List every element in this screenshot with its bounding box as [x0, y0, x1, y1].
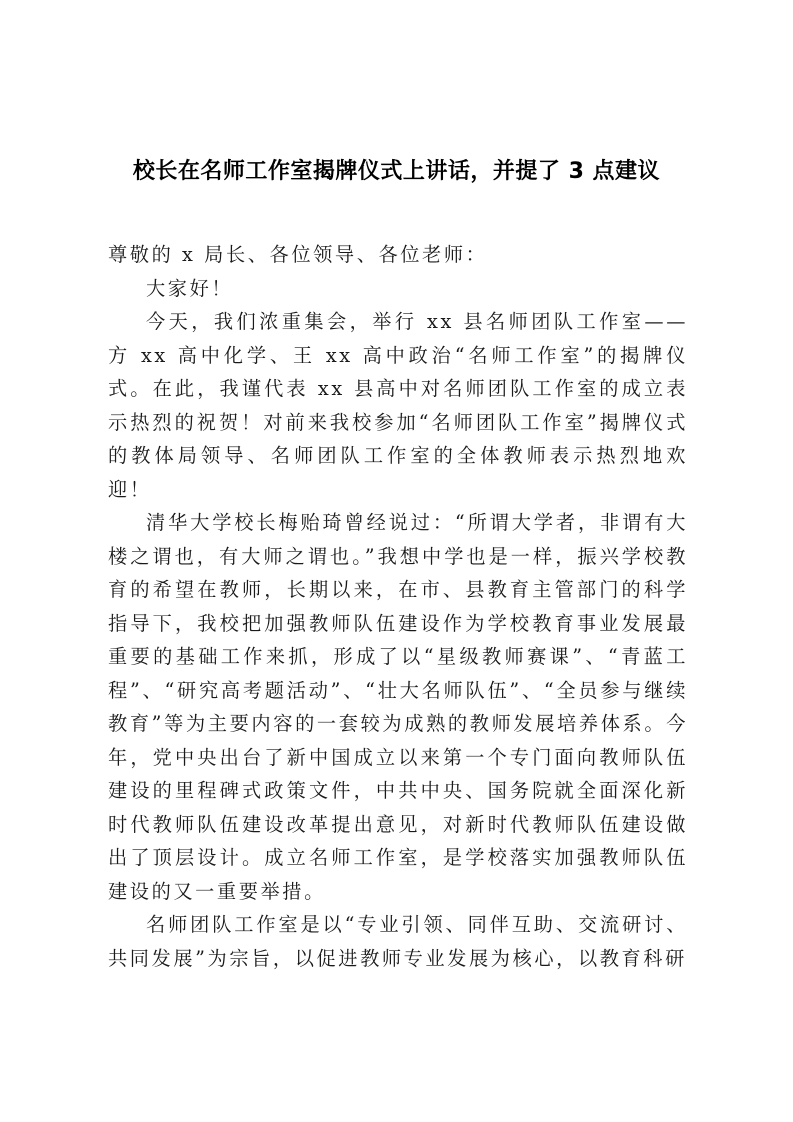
salutation: 尊敬的 x 局长、各位领导、各位老师： [108, 243, 488, 266]
document-body [108, 238, 688, 975]
paragraph-teacher-development: 清华大学校长梅贻琦曾经说过：“所谓大学者，非谓有大楼之谓也，有大师之谓也。”我想中学也是一样，振兴学校教育的希望在教师，长期以来，在市、县教育主管部门的科学指导下，我校把加强教师队伍建设作为学校教育事业发展最重要的基础工作来抓，形成了以“星级教师赛课”、“青蓝工程”、“研究高考题活动”、“壮大名师队伍”、“全员参与继续教育”等为主要内容的一套较为成熟的教师发展培养体系。今年，党中央出台了新中国成立以来第一个专门面向教师队伍建设的里程碑式政策文件，中共中央、国务院就全面深化新时代教师队伍建设改革提出意见，对新时代教师队伍建设做出了顶层设计。成立名师工作室，是学校落实加强教师队伍建设的又一重要举措。 [108, 511, 688, 903]
greeting: 大家好！ [146, 276, 234, 300]
paragraph-studio-purpose: 名师团队工作室是以“专业引领、同伴互助、交流研讨、共同发展”为宗旨，以促进教师专业发展为核心，以教育科研 [108, 913, 688, 970]
paragraph-opening: 今天，我们浓重集会，举行 xx 县名师团队工作室——方 xx 高中化学、王 xx 高中政治“名师工作室”的揭牌仪式。在此，我谨代表 xx 县高中对名师团队工作室的成立表示热烈的祝贺！对前来我校参加“名师团队工作室”揭牌仪式的教体局领导、名师团队工作室的全体教师表示热烈地欢迎！ [108, 310, 688, 501]
document-title: 校长在名师工作室揭牌仪式上讲话，并提了 3 点建议 [132, 159, 661, 184]
